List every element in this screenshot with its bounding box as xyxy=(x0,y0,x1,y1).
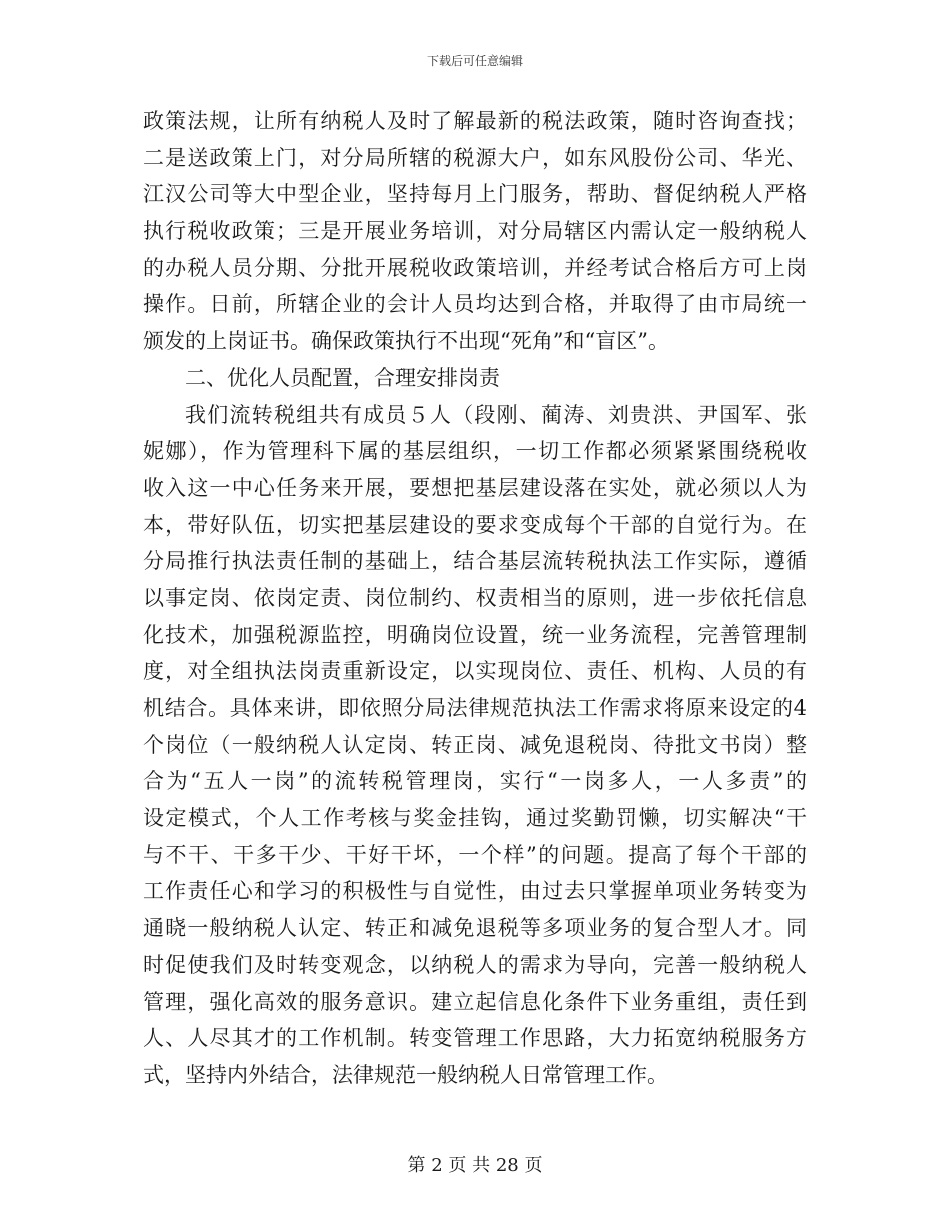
body-line: 时促使我们及时转变观念，以纳税人的需求为导向，完善一般纳税人 xyxy=(143,952,807,977)
body-line: 机结合。具体来讲，即依照分局法律规范执法工作需求将原来设定的4 xyxy=(143,696,807,720)
body-line: 设定模式，个人工作考核与奖金挂钩，通过奖勤罚懒，切实解决“干 xyxy=(143,806,807,831)
body-line: 二是送政策上门，对分局所辖的税源大户，如东风股份公司、华光、 xyxy=(143,145,807,170)
body-line: 妮娜），作为管理科下属的基层组织，一切工作都必须紧紧围绕税收 xyxy=(143,439,807,464)
body-line: 管理，强化高效的服务意识。建立起信息化条件下业务重组，责任到 xyxy=(143,989,807,1014)
body-line: 式，坚持内外结合，法律规范一般纳税人日常管理工作。 xyxy=(143,1062,668,1087)
body-line: 通晓一般纳税人认定、转正和减免退税等多项业务的复合型人才。同 xyxy=(143,916,807,941)
body-line: 度，对全组执法岗责重新设定，以实现岗位、责任、机构、人员的有 xyxy=(143,659,807,684)
body-line: 本，带好队伍，切实把基层建设的要求变成每个干部的自觉行为。在 xyxy=(143,512,807,537)
body-line: 执行税收政策；三是开展业务培训，对分局辖区内需认定一般纳税人 xyxy=(143,219,807,244)
body-line: 操作。日前，所辖企业的会计人员均达到合格，并取得了由市局统一 xyxy=(143,292,807,317)
page-header-note: 下载后可任意编辑 xyxy=(426,54,523,68)
body-line: 个岗位（一般纳税人认定岗、转正岗、减免退税岗、待批文书岗）整 xyxy=(143,732,807,757)
body-line: 合为“五人一岗”的流转税管理岗，实行“一岗多人，一人多责”的 xyxy=(143,769,807,794)
body-line: 江汉公司等大中型企业，坚持每月上门服务，帮助、督促纳税人严格 xyxy=(143,182,807,207)
body-line: 与不干、干多干少、干好干坏，一个样”的问题。提高了每个干部的 xyxy=(143,842,807,867)
page-number-footer: 第 2 页 共 28 页 xyxy=(407,1155,543,1176)
body-line: 我们流转税组共有成员５人（段刚、蔺涛、刘贵洪、尹国军、张 xyxy=(185,402,807,427)
body-line: 的办税人员分期、分批开展税收政策培训，并经考试合格后方可上岗 xyxy=(143,255,807,280)
section-heading: 二、优化人员配置，合理安排岗责 xyxy=(185,365,500,390)
body-line: 颁发的上岗证书。确保政策执行不出现“死角”和“盲区”。 xyxy=(143,329,669,354)
body-line: 人、人尽其才的工作机制。转变管理工作思路，大力拓宽纳税服务方 xyxy=(143,1026,807,1051)
body-line: 分局推行执法责任制的基础上，结合基层流转税执法工作实际，遵循 xyxy=(143,549,807,574)
document-body xyxy=(143,103,807,1094)
body-line: 政策法规，让所有纳税人及时了解最新的税法政策，随时咨询查找； xyxy=(143,109,807,133)
body-line: 以事定岗、依岗定责、岗位制约、权责相当的原则，进一步依托信息 xyxy=(143,585,807,610)
body-line: 工作责任心和学习的积极性与自觉性，由过去只掌握单项业务转变为 xyxy=(143,879,807,904)
body-line: 收入这一中心任务来开展，要想把基层建设落在实处，就必须以人为 xyxy=(143,475,807,500)
body-line: 化技术，加强税源监控，明确岗位设置，统一业务流程，完善管理制 xyxy=(143,622,807,647)
